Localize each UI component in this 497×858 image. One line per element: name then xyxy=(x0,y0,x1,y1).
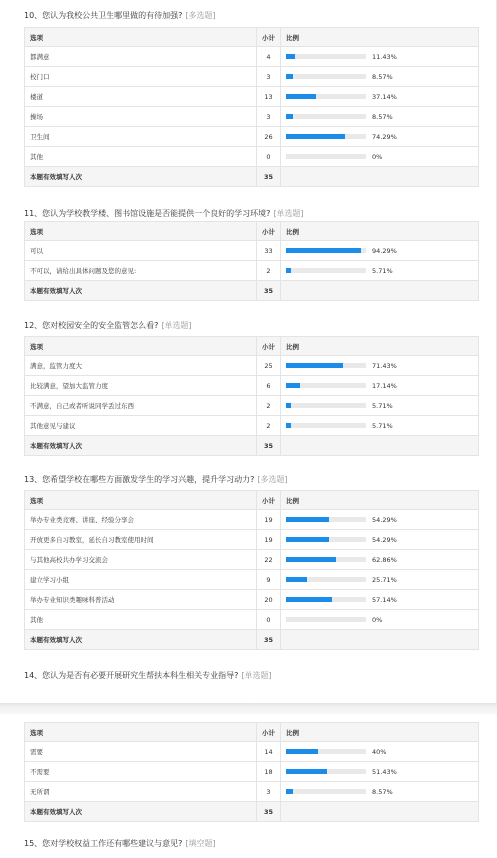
ratio-percent: 57.14% xyxy=(372,595,397,604)
ratio-bar xyxy=(286,597,366,602)
header-count: 小计 xyxy=(257,28,281,47)
question-type-tag: [单选题] xyxy=(273,209,304,218)
question-title xyxy=(24,10,216,21)
question-text: 10、您认为我校公共卫生哪里做的有待加强? xyxy=(24,11,183,20)
table-row xyxy=(25,107,479,127)
total-row xyxy=(25,630,479,650)
option-label: 开放更多自习教室，延长自习教室使用时间 xyxy=(25,530,257,550)
option-ratio xyxy=(281,107,479,127)
ratio-bar-fill xyxy=(286,134,345,139)
table-row xyxy=(25,590,479,610)
table-row xyxy=(25,570,479,590)
result-table xyxy=(24,27,479,187)
table-row xyxy=(25,416,479,436)
table-row xyxy=(25,241,479,261)
header-option: 选项 xyxy=(25,28,257,47)
ratio-bar-fill xyxy=(286,577,307,582)
ratio-bar xyxy=(286,423,366,428)
ratio-bar xyxy=(286,54,366,59)
option-count: 6 xyxy=(257,376,281,396)
option-count: 0 xyxy=(257,147,281,167)
total-row xyxy=(25,802,479,822)
ratio-bar xyxy=(286,403,366,408)
ratio-bar-fill xyxy=(286,363,343,368)
total-row xyxy=(25,436,479,456)
ratio-bar xyxy=(286,74,366,79)
option-label: 不满意，自己或者听说同学丢过东西 xyxy=(25,396,257,416)
option-ratio xyxy=(281,510,479,530)
option-label: 其他意见与建议 xyxy=(25,416,257,436)
table-row xyxy=(25,376,479,396)
ratio-bar xyxy=(286,617,366,622)
question-text: 13、您希望学校在哪些方面激发学生的学习兴趣，提升学习动力? xyxy=(24,475,255,484)
ratio-bar xyxy=(286,94,366,99)
option-ratio xyxy=(281,570,479,590)
option-ratio xyxy=(281,742,479,762)
ratio-bar xyxy=(286,154,366,159)
ratio-bar-fill xyxy=(286,54,295,59)
option-count: 3 xyxy=(257,67,281,87)
ratio-bar-fill xyxy=(286,597,332,602)
option-count: 3 xyxy=(257,107,281,127)
option-label: 举办专业类竞赛、讲座、经验分享会 xyxy=(25,510,257,530)
ratio-bar-fill xyxy=(286,789,293,794)
option-ratio xyxy=(281,47,479,67)
option-label: 比较满意，望加大监管力度 xyxy=(25,376,257,396)
option-ratio xyxy=(281,261,479,281)
option-label: 不可以，请给出具体问题及您的意见: xyxy=(25,261,257,281)
option-count: 14 xyxy=(257,742,281,762)
option-ratio xyxy=(281,376,479,396)
table-row xyxy=(25,530,479,550)
option-count: 13 xyxy=(257,87,281,107)
table-row xyxy=(25,742,479,762)
option-label: 举办专业知识类趣味科普活动 xyxy=(25,590,257,610)
ratio-bar-fill xyxy=(286,383,300,388)
ratio-bar-fill xyxy=(286,94,316,99)
option-label: 卫生间 xyxy=(25,127,257,147)
ratio-percent: 62.86% xyxy=(372,555,397,564)
ratio-bar xyxy=(286,577,366,582)
ratio-percent: 17.14% xyxy=(372,381,397,390)
question-text: 14、您认为是否有必要开展研究生帮扶本科生相关专业指导? xyxy=(24,671,239,680)
option-ratio xyxy=(281,530,479,550)
question-title xyxy=(24,320,192,331)
total-count: 35 xyxy=(257,167,281,187)
option-label: 与其他高校共办学习交流会 xyxy=(25,550,257,570)
header-count: 小计 xyxy=(257,222,281,241)
option-ratio xyxy=(281,127,479,147)
result-table xyxy=(24,722,479,822)
option-ratio xyxy=(281,147,479,167)
header-option: 选项 xyxy=(25,491,257,510)
ratio-percent: 37.14% xyxy=(372,92,397,101)
ratio-bar xyxy=(286,557,366,562)
option-label: 建立学习小组 xyxy=(25,570,257,590)
table-header xyxy=(25,222,479,241)
option-count: 2 xyxy=(257,416,281,436)
header-option: 选项 xyxy=(25,222,257,241)
question-text: 11、您认为学校教学楼、图书馆设施是否能提供一个良好的学习环境? xyxy=(24,209,271,218)
option-label: 楼道 xyxy=(25,87,257,107)
total-count: 35 xyxy=(257,436,281,456)
table-header xyxy=(25,491,479,510)
table-row xyxy=(25,550,479,570)
table-row xyxy=(25,67,479,87)
option-label: 需要 xyxy=(25,742,257,762)
ratio-percent: 0% xyxy=(372,615,383,624)
question-type-tag: [单选题] xyxy=(161,321,192,330)
total-label: 本题有效填写人次 xyxy=(25,281,257,301)
question-type-tag: [多选题] xyxy=(257,475,288,484)
question-title xyxy=(24,474,288,485)
option-count: 25 xyxy=(257,356,281,376)
option-label: 满意，监管力度大 xyxy=(25,356,257,376)
ratio-bar-fill xyxy=(286,403,291,408)
ratio-bar-fill xyxy=(286,557,336,562)
total-empty xyxy=(281,436,479,456)
header-ratio: 比例 xyxy=(281,222,479,241)
option-count: 2 xyxy=(257,396,281,416)
ratio-bar xyxy=(286,517,366,522)
option-ratio xyxy=(281,550,479,570)
header-option: 选项 xyxy=(25,337,257,356)
question-text: 12、您对校园安全的安全监管怎么看? xyxy=(24,321,159,330)
option-ratio xyxy=(281,416,479,436)
header-ratio: 比例 xyxy=(281,28,479,47)
total-empty xyxy=(281,281,479,301)
option-count: 18 xyxy=(257,762,281,782)
ratio-bar xyxy=(286,383,366,388)
option-count: 26 xyxy=(257,127,281,147)
header-ratio: 比例 xyxy=(281,723,479,742)
table-row xyxy=(25,47,479,67)
table-row xyxy=(25,127,479,147)
option-ratio xyxy=(281,590,479,610)
option-ratio xyxy=(281,67,479,87)
option-count: 4 xyxy=(257,47,281,67)
total-label: 本题有效填写人次 xyxy=(25,630,257,650)
option-label: 其他 xyxy=(25,610,257,630)
ratio-bar-fill xyxy=(286,769,327,774)
ratio-percent: 5.71% xyxy=(372,421,393,430)
question-type-tag: [填空题] xyxy=(185,839,216,848)
result-table xyxy=(24,490,479,650)
header-count: 小计 xyxy=(257,491,281,510)
ratio-percent: 54.29% xyxy=(372,535,397,544)
option-label: 其他 xyxy=(25,147,257,167)
total-count: 35 xyxy=(257,281,281,301)
total-empty xyxy=(281,802,479,822)
ratio-bar-fill xyxy=(286,423,291,428)
page-break xyxy=(0,703,497,714)
header-option: 选项 xyxy=(25,723,257,742)
ratio-bar xyxy=(286,749,366,754)
option-ratio xyxy=(281,762,479,782)
ratio-bar xyxy=(286,134,366,139)
ratio-percent: 54.29% xyxy=(372,515,397,524)
ratio-bar xyxy=(286,537,366,542)
total-label: 本题有效填写人次 xyxy=(25,436,257,456)
question-type-tag: [多选题] xyxy=(185,11,216,20)
ratio-bar xyxy=(286,789,366,794)
option-label: 不需要 xyxy=(25,762,257,782)
option-count: 22 xyxy=(257,550,281,570)
option-ratio xyxy=(281,610,479,630)
ratio-bar xyxy=(286,769,366,774)
ratio-bar xyxy=(286,268,366,273)
header-count: 小计 xyxy=(257,337,281,356)
question-title xyxy=(24,838,216,849)
option-label: 可以 xyxy=(25,241,257,261)
table-row xyxy=(25,87,479,107)
ratio-bar xyxy=(286,248,366,253)
table-header xyxy=(25,337,479,356)
question-type-tag: [单选题] xyxy=(241,671,272,680)
option-count: 0 xyxy=(257,610,281,630)
option-count: 9 xyxy=(257,570,281,590)
option-ratio xyxy=(281,356,479,376)
table-row xyxy=(25,762,479,782)
option-count: 2 xyxy=(257,261,281,281)
option-ratio xyxy=(281,87,479,107)
table-row xyxy=(25,147,479,167)
option-label: 无所谓 xyxy=(25,782,257,802)
ratio-percent: 40% xyxy=(372,747,387,756)
total-empty xyxy=(281,630,479,650)
ratio-bar-fill xyxy=(286,537,329,542)
ratio-percent: 51.43% xyxy=(372,767,397,776)
ratio-percent: 0% xyxy=(372,152,383,161)
total-label: 本题有效填写人次 xyxy=(25,167,257,187)
result-table xyxy=(24,336,479,456)
ratio-bar-fill xyxy=(286,114,293,119)
ratio-bar-fill xyxy=(286,248,361,253)
ratio-percent: 5.71% xyxy=(372,266,393,275)
table-row xyxy=(25,356,479,376)
ratio-bar xyxy=(286,114,366,119)
total-count: 35 xyxy=(257,802,281,822)
ratio-percent: 8.57% xyxy=(372,72,393,81)
ratio-percent: 8.57% xyxy=(372,787,393,796)
table-row xyxy=(25,396,479,416)
header-ratio: 比例 xyxy=(281,491,479,510)
ratio-bar xyxy=(286,363,366,368)
ratio-percent: 74.29% xyxy=(372,132,397,141)
table-row xyxy=(25,782,479,802)
total-label: 本题有效填写人次 xyxy=(25,802,257,822)
ratio-percent: 8.57% xyxy=(372,112,393,121)
ratio-percent: 71.43% xyxy=(372,361,397,370)
option-ratio xyxy=(281,396,479,416)
ratio-bar-fill xyxy=(286,749,318,754)
ratio-bar-fill xyxy=(286,517,329,522)
option-label: 都满意 xyxy=(25,47,257,67)
result-table xyxy=(24,221,479,301)
ratio-percent: 11.43% xyxy=(372,52,397,61)
ratio-percent: 94.29% xyxy=(372,246,397,255)
option-count: 3 xyxy=(257,782,281,802)
option-count: 19 xyxy=(257,510,281,530)
option-ratio xyxy=(281,782,479,802)
option-ratio xyxy=(281,241,479,261)
option-count: 20 xyxy=(257,590,281,610)
ratio-bar-fill xyxy=(286,74,293,79)
ratio-bar-fill xyxy=(286,268,291,273)
option-count: 19 xyxy=(257,530,281,550)
question-title xyxy=(24,670,272,681)
option-label: 操场 xyxy=(25,107,257,127)
option-count: 33 xyxy=(257,241,281,261)
table-row xyxy=(25,510,479,530)
table-header xyxy=(25,28,479,47)
ratio-percent: 25.71% xyxy=(372,575,397,584)
total-row xyxy=(25,281,479,301)
header-ratio: 比例 xyxy=(281,337,479,356)
table-row xyxy=(25,261,479,281)
table-header xyxy=(25,723,479,742)
question-title xyxy=(24,208,304,219)
header-count: 小计 xyxy=(257,723,281,742)
ratio-percent: 5.71% xyxy=(372,401,393,410)
total-row xyxy=(25,167,479,187)
total-empty xyxy=(281,167,479,187)
total-count: 35 xyxy=(257,630,281,650)
table-row xyxy=(25,610,479,630)
option-label: 校门口 xyxy=(25,67,257,87)
question-text: 15、您对学校权益工作还有哪些建议与意见? xyxy=(24,839,183,848)
